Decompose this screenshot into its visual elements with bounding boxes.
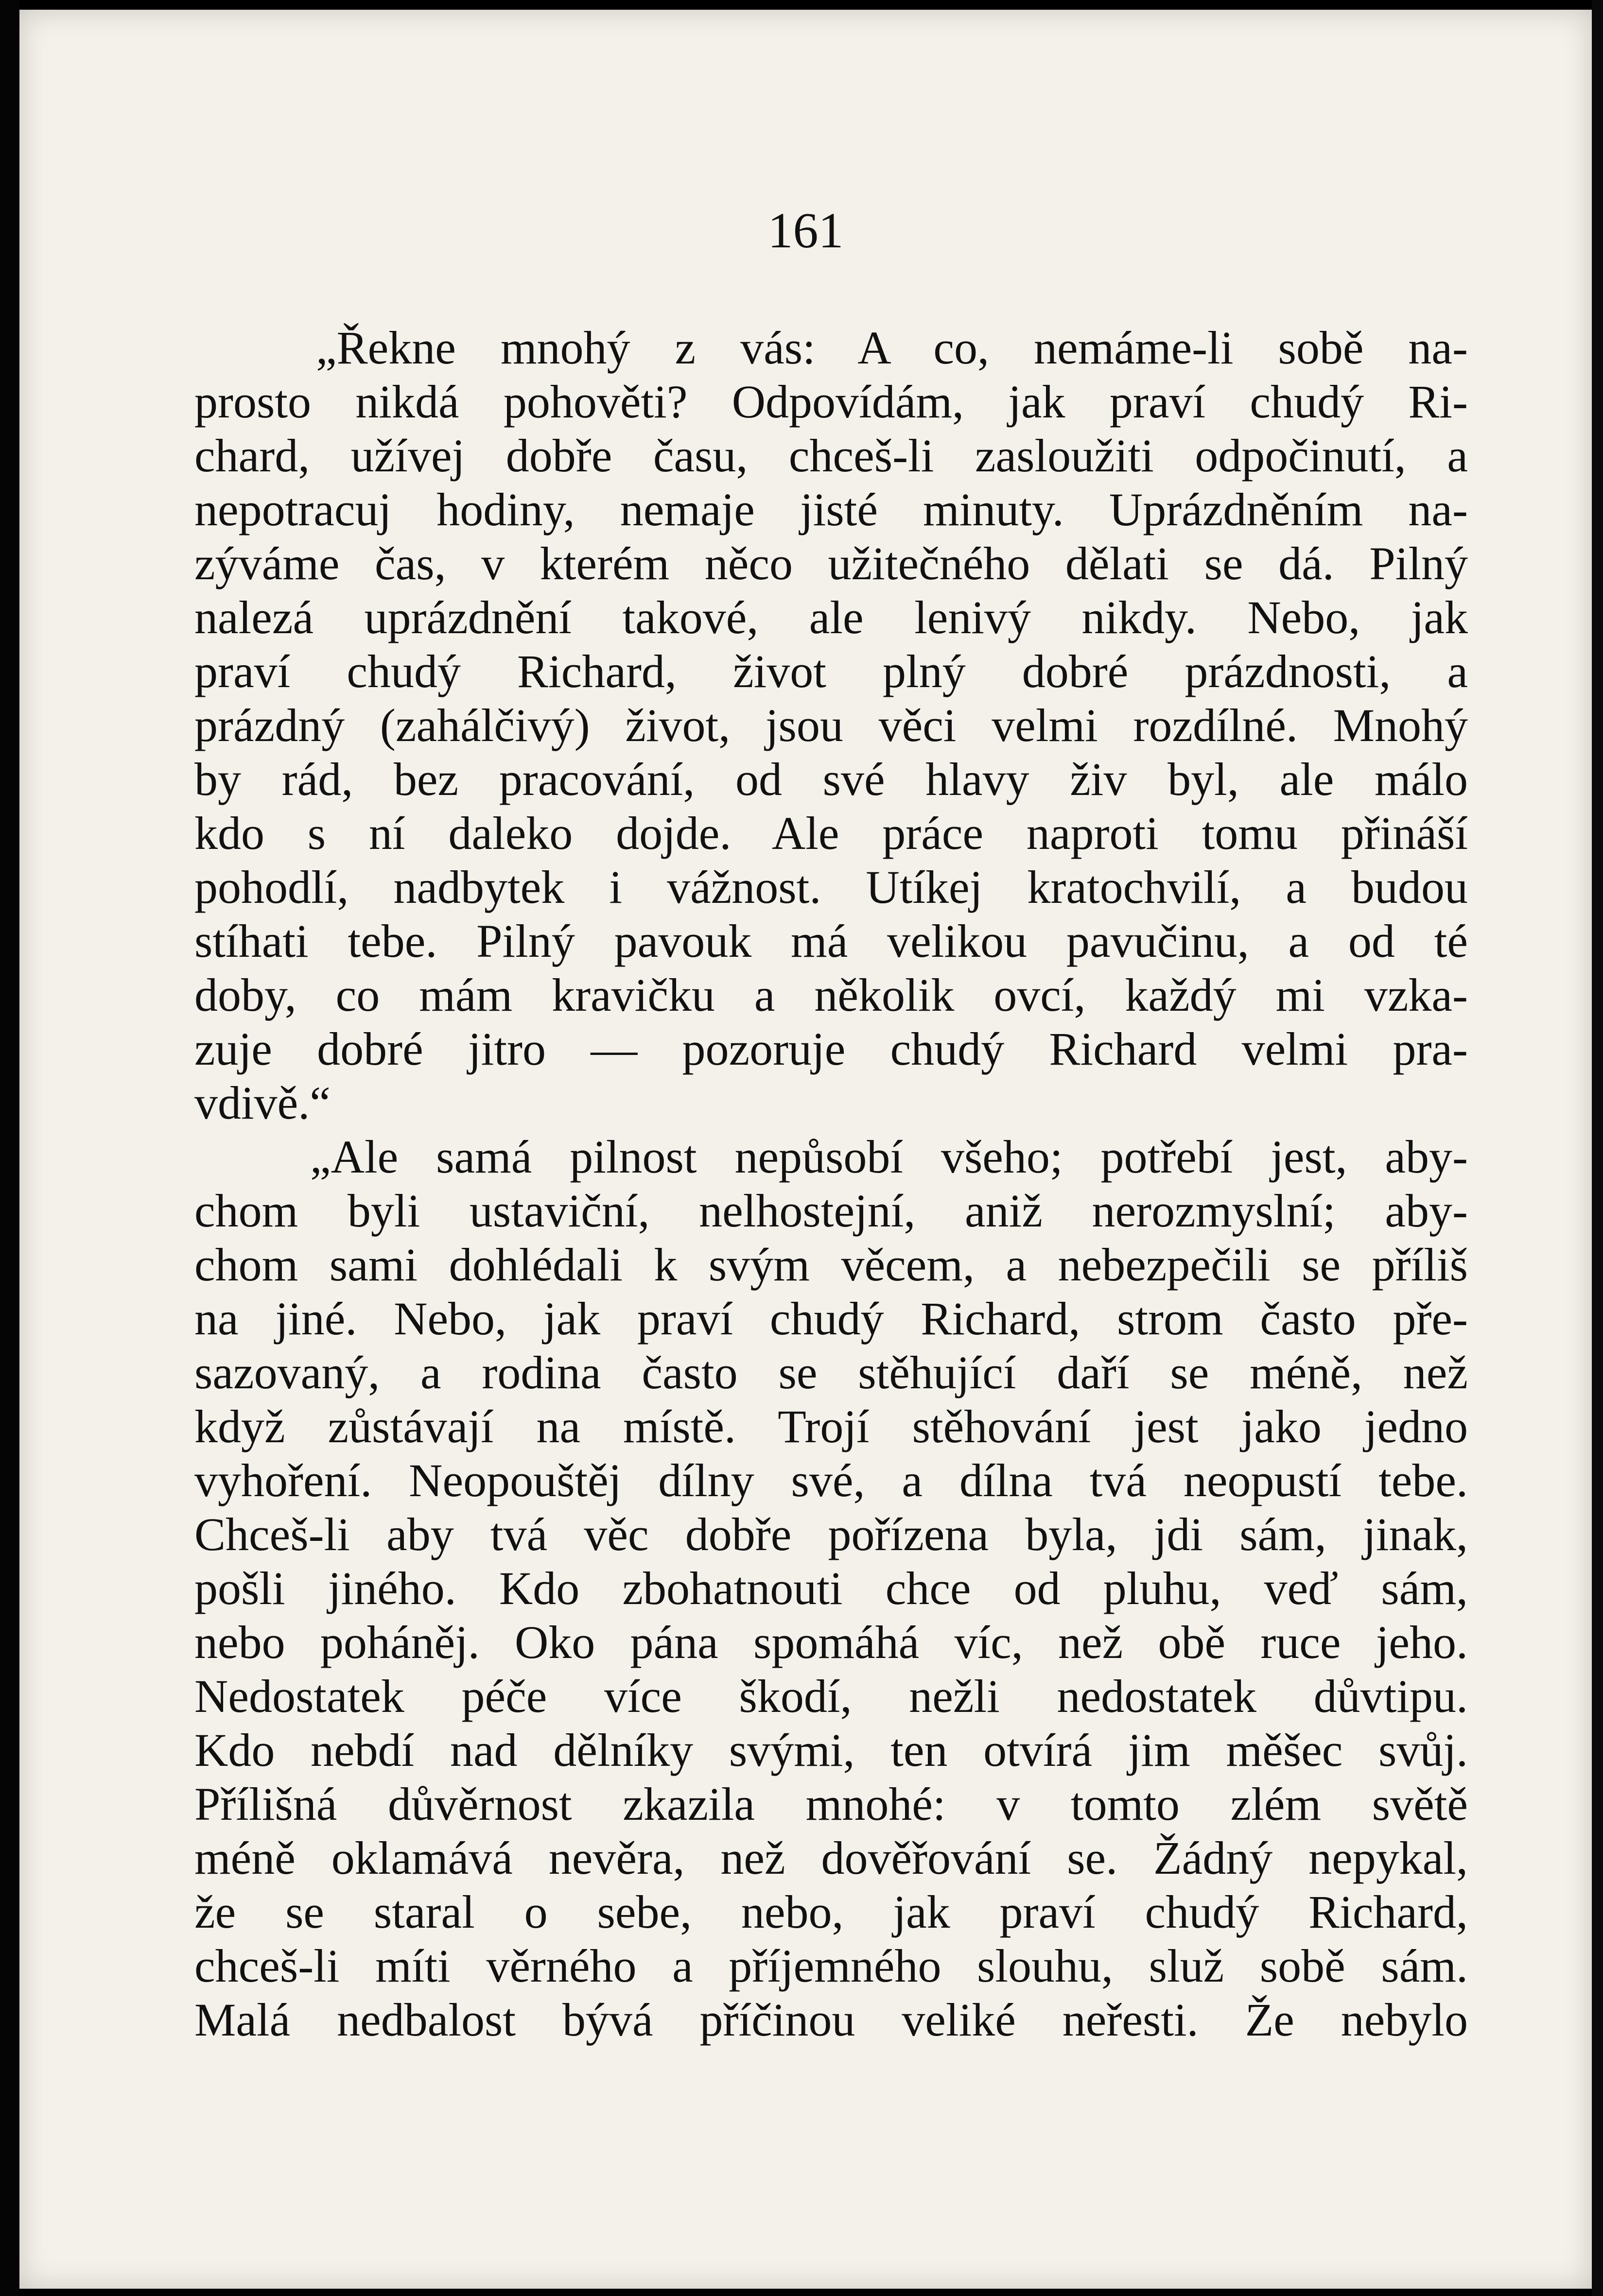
text-line: chceš-li míti věrného a příjemného slouhu, služ sobě sám.	[194, 1940, 1468, 1992]
text-line: nebo poháněj. Oko pána spomáhá víc, než obě ruce jeho.	[194, 1616, 1468, 1668]
body-text	[194, 321, 1468, 2047]
page-number: 161	[767, 203, 844, 259]
text-line: chom byli ustaviční, nelhostejní, aniž nerozmyslní; aby-	[194, 1185, 1468, 1237]
text-line: vdivě.“	[194, 1077, 331, 1129]
text-line: „Řekne mnohý z vás: A co, nemáme-li sobě na-	[316, 322, 1468, 374]
text-line: prázdný (zahálčivý) život, jsou věci velmi rozdílné. Mnohý	[194, 699, 1468, 751]
text-line: stíhati tebe. Pilný pavouk má velikou pavučinu, a od té	[194, 915, 1468, 967]
text-line: vyhoření. Neopouštěj dílny své, a dílna tvá neopustí tebe.	[194, 1454, 1468, 1506]
text-line: „Ale samá pilnost nepůsobí všeho; potřebí jest, aby-	[310, 1131, 1468, 1183]
text-line: že se staral o sebe, nebo, jak praví chudý Richard,	[194, 1886, 1468, 1938]
text-line: by rád, bez pracování, od své hlavy živ byl, ale málo	[194, 753, 1468, 805]
text-line: Nedostatek péče více škodí, nežli nedostatek důvtipu.	[194, 1670, 1468, 1722]
text-line: chard, užívej dobře času, chceš-li zasloužiti odpočinutí, a	[194, 430, 1468, 482]
text-line: praví chudý Richard, život plný dobré prázdnosti, a	[194, 645, 1468, 697]
text-line: pošli jiného. Kdo zbohatnouti chce od pluhu, veď sám,	[194, 1562, 1468, 1614]
scan-left-border	[0, 0, 19, 2296]
text-line: méně oklamává nevěra, než dověřování se. Žádný nepykal,	[194, 1832, 1468, 1884]
text-line: Kdo nebdí nad dělníky svými, ten otvírá jim měšec svůj.	[194, 1724, 1468, 1776]
scan-right-border	[1592, 0, 1603, 2296]
book-page	[19, 10, 1592, 2289]
text-line: doby, co mám kravičku a několik ovcí, každý mi vzka-	[194, 969, 1468, 1021]
text-line: chom sami dohlédali k svým věcem, a nebezpečili se příliš	[194, 1239, 1468, 1291]
text-line: nalezá uprázdnění takové, ale lenivý nikdy. Nebo, jak	[194, 591, 1468, 643]
text-line: když zůstávají na místě. Trojí stěhování jest jako jedno	[194, 1400, 1468, 1452]
text-line: na jiné. Nebo, jak praví chudý Richard, strom často pře-	[194, 1293, 1468, 1345]
text-line: Chceš-li aby tvá věc dobře pořízena byla, jdi sám, jinak,	[194, 1508, 1468, 1560]
text-line: Přílišná důvěrnost zkazila mnohé: v tomto zlém světě	[194, 1778, 1468, 1830]
text-line: sazovaný, a rodina často se stěhující daří se méně, než	[194, 1347, 1468, 1398]
text-line: kdo s ní daleko dojde. Ale práce naproti tomu přináší	[194, 807, 1468, 859]
text-line: zuje dobré jitro — pozoruje chudý Richard velmi pra-	[194, 1023, 1468, 1075]
text-line: prosto nikdá pohověti? Odpovídám, jak praví chudý Ri-	[194, 376, 1468, 428]
text-line: Malá nedbalost bývá příčinou veliké neřesti. Že nebylo	[194, 1994, 1468, 2046]
text-line: nepotracuj hodiny, nemaje jisté minuty. Uprázdněním na-	[194, 483, 1468, 535]
text-line: zýváme čas, v kterém něco užitečného dělati se dá. Pilný	[194, 537, 1468, 589]
text-line: pohodlí, nadbytek i vážnost. Utíkej kratochvilí, a budou	[194, 861, 1468, 913]
